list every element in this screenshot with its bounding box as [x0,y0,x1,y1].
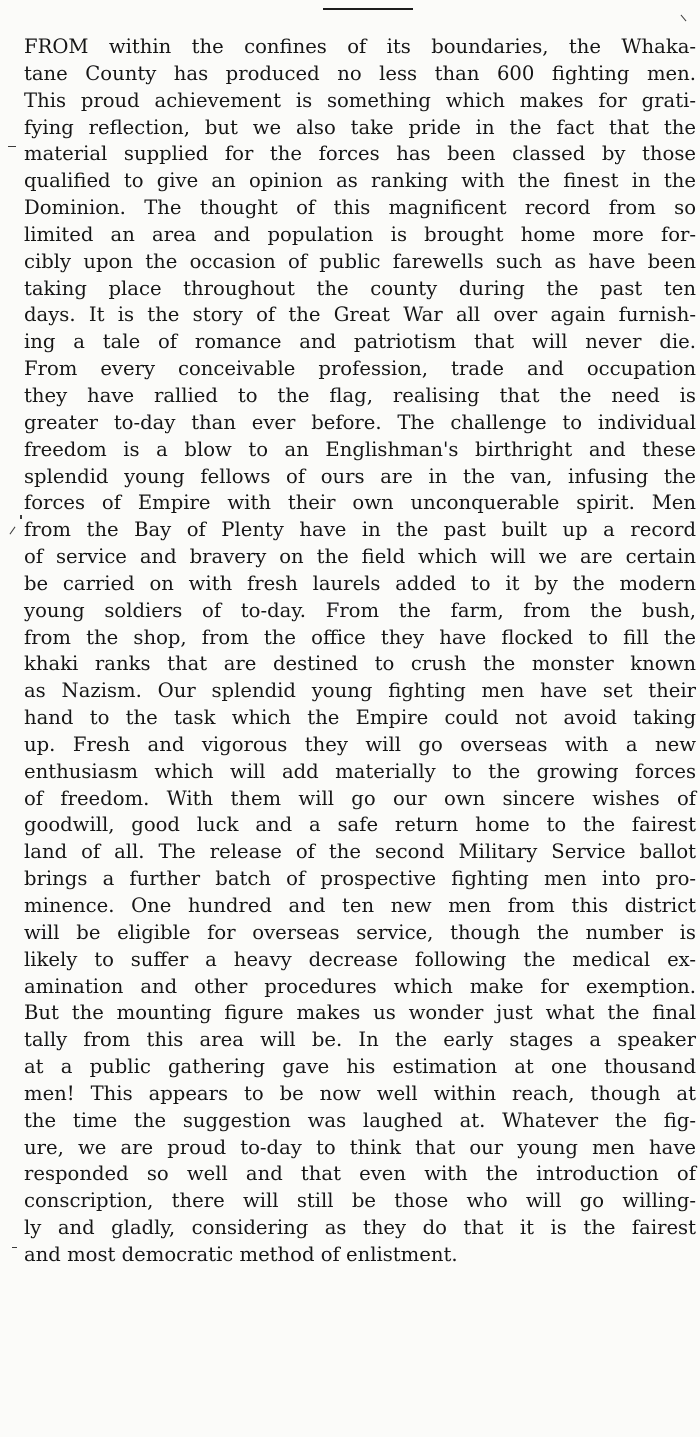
article-line: greater to-day than ever before. The challenge to individual [24,410,696,434]
article-line: be carried on with fresh laurels added to it by the modern [24,571,696,595]
article-line: up. Fresh and vigorous they will go overseas with a new [24,732,696,756]
ink-speck [8,146,16,147]
article-line: ure, we are proud to-day to think that our young men have [24,1135,696,1159]
article-line: minence. One hundred and ten new men from this district [24,894,696,917]
article-line: the time the suggestion was laughed at. Whatever the fig- [24,1108,696,1132]
article-line: from the shop, from the office they have flocked to fill the [24,625,696,649]
article-line: But the mounting figure makes us wonder just what the final [24,1001,696,1025]
article-line: of freedom. With them will go our own sincere wishes of [24,786,696,810]
article-body [24,34,696,1269]
article-line: taking place throughout the county during the past ten [24,276,696,300]
article-line: Dominion. The thought of this magnificent record from so [24,196,696,220]
article-line: fying reflection, but we also take pride in the fact that the [24,115,696,139]
ink-speck [12,1247,17,1248]
article-line: at a public gathering gave his estimation at one thousand [24,1055,696,1079]
article-line: goodwill, good luck and a safe return home to the fairest [24,813,696,837]
ink-speck [20,515,22,519]
article-line: ing a tale of romance and patriotism that will never die. [24,330,696,354]
article-line: men! This appears to be now well within reach, though at [24,1081,696,1105]
article-line: khaki ranks that are destined to crush the monster known [24,652,696,676]
article-line: as Nazism. Our splendid young fighting men have set their [24,679,696,703]
article-line: they have rallied to the flag, realising that the need is [24,383,696,407]
article-line: tally from this area will be. In the early stages a speaker [24,1028,696,1052]
article-line: FROM within the confines of its boundaries, the Whaka- [24,35,696,58]
article-line: likely to suffer a heavy decrease following the medical ex- [24,947,696,971]
article-line: brings a further batch of prospective fighting men into pro- [24,867,696,891]
article-line: limited an area and population is brought home more for- [24,222,696,246]
ink-speck [681,15,687,22]
article-line: from the Bay of Plenty have in the past built up a record [24,518,696,542]
article-line: This proud achievement is something which makes for grati- [24,88,696,112]
article-line: tane County has produced no less than 600 fighting men. [24,61,696,85]
article-line: young soldiers of to-day. From the farm, from the bush, [24,598,696,622]
article-line: hand to the task which the Empire could not avoid taking [24,706,696,730]
article-line: land of all. The release of the second Military Service ballot [24,840,696,864]
article-line: responded so well and that even with the introduction of [24,1162,696,1186]
article-line: cibly upon the occasion of public farewells such as have been [24,249,696,273]
article-line: will be eligible for overseas service, though the number is [24,920,696,944]
article-line: of service and bravery on the field which will we are certain [24,545,696,569]
article-line: material supplied for the forces has been classed by those [24,142,696,166]
article-line: enthusiasm which will add materially to the growing forces [24,759,696,783]
article-line: qualified to give an opinion as ranking with the finest in the [24,169,696,193]
article-line: ly and gladly, considering as they do that it is the fairest [24,1216,696,1240]
article-line: conscription, there will still be those who will go willing- [24,1189,696,1213]
top-rule-divider [323,8,413,10]
article-line: days. It is the story of the Great War all over again furnish- [24,303,696,327]
article-line: freedom is a blow to an Englishman's birthright and these [24,437,696,461]
article-line: From every conceivable profession, trade and occupation [24,357,696,381]
article-line: forces of Empire with their own unconquerable spirit. Men [24,491,696,515]
ink-speck [10,527,16,535]
article-line: amination and other procedures which make for exemption. [24,974,696,998]
article-line: and most democratic method of enlistment. [24,1242,458,1266]
article-line: splendid young fellows of ours are in the van, infusing the [24,464,696,488]
